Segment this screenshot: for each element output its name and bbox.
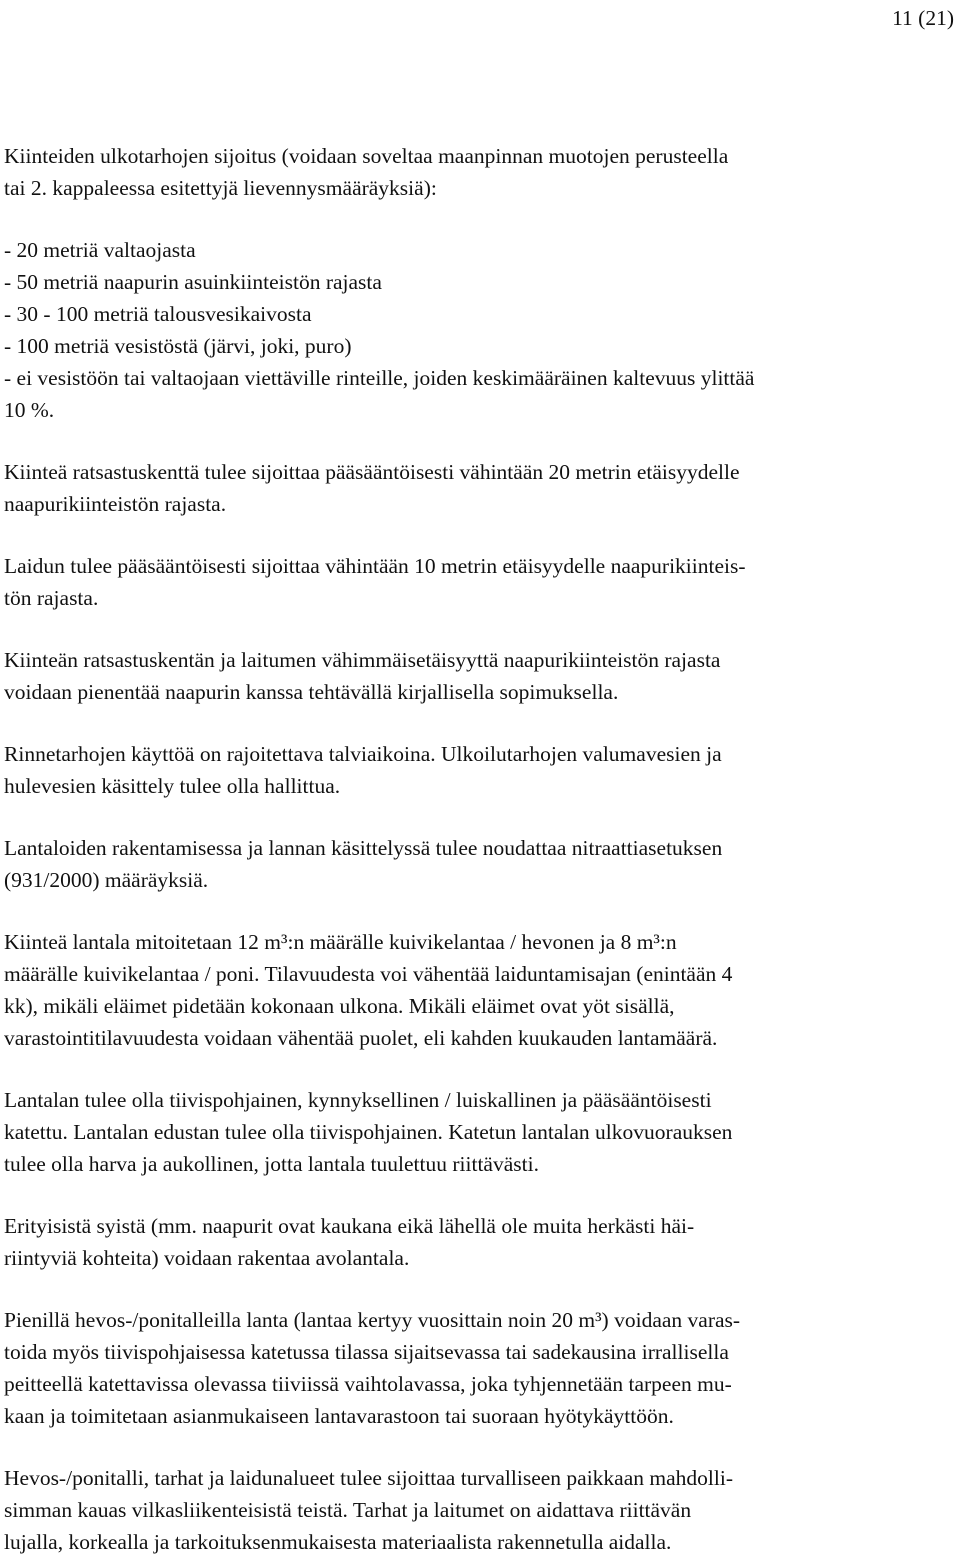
list-item: - 30 - 100 metriä talousvesikaivosta — [4, 302, 312, 326]
page-number: 11 (21) — [892, 6, 954, 30]
text-line: varastointitilavuudesta voidaan vähentää puolet, eli kahden kuukauden lantamäärä. — [4, 1026, 718, 1050]
text-line: Erityisistä syistä (mm. naapurit ovat kaukana eikä lähellä ole muita herkästi häi- — [4, 1214, 695, 1238]
list-item: - 100 metriä vesistöstä (järvi, joki, puro) — [4, 334, 352, 358]
list-item: 10 %. — [4, 398, 55, 422]
text-line: naapurikiinteistön rajasta. — [4, 492, 227, 516]
list-item: - ei vesistöön tai valtaojaan viettäville rinteille, joiden keskimääräinen kaltevuus ylittää — [4, 366, 755, 390]
paragraph-pasture — [4, 550, 954, 614]
text-line: Lantalan tulee olla tiivispohjainen, kynnyksellinen / luiskallinen ja pääsääntöisesti — [4, 1088, 712, 1112]
text-line: peitteellä katettavissa olevassa tiiviissä vaihtolavassa, joka tyhjennetään tarpeen mu- — [4, 1372, 732, 1396]
text-line: määrälle kuivikelantaa / poni. Tilavuudesta voi vähentää laiduntamisajan (enintään 4 — [4, 962, 733, 986]
text-line: kk), mikäli eläimet pidetään kokonaan ulkona. Mikäli eläimet ovat yöt sisällä, — [4, 994, 675, 1018]
text-line: voidaan pienentää naapurin kanssa tehtävällä kirjallisella sopimuksella. — [4, 680, 619, 704]
paragraph-special — [4, 1210, 954, 1274]
text-line: Kiinteä ratsastuskenttä tulee sijoittaa pääsääntöisesti vähintään 20 metrin etäisyydelle — [4, 460, 740, 484]
text-line: (931/2000) määräyksiä. — [4, 868, 209, 892]
list-item: - 50 metriä naapurin asuinkiinteistön rajasta — [4, 270, 382, 294]
text-line: lujalla, korkealla ja tarkoituksenmukaisesta materiaalista rakennetulla aidalla. — [4, 1530, 672, 1554]
text-line: Kiinteiden ulkotarhojen sijoitus (voidaan soveltaa maanpinnan muotojen perusteella — [4, 144, 729, 168]
paragraph-intro — [4, 140, 954, 204]
paragraph-dimensioning — [4, 926, 954, 1054]
text-line: Rinnetarhojen käyttöä on rajoitettava talviaikoina. Ulkoilutarhojen valumavesien ja — [4, 742, 722, 766]
text-line: Hevos-/ponitalli, tarhat ja laidunalueet tulee sijoittaa turvalliseen paikkaan mahdolli- — [4, 1466, 733, 1490]
distance-list — [4, 234, 954, 426]
text-line: kaan ja toimitetaan asianmukaiseen lantavarastoon tai suoraan hyötykäyttöön. — [4, 1404, 674, 1428]
paragraph-riding-field — [4, 456, 954, 520]
text-line: tulee olla harva ja aukollinen, jotta lantala tuulettuu riittävästi. — [4, 1152, 539, 1176]
text-line: tön rajasta. — [4, 586, 99, 610]
list-item: - 20 metriä valtaojasta — [4, 238, 196, 262]
text-line: Kiinteä lantala mitoitetaan 12 m³:n määrälle kuivikelantaa / hevonen ja 8 m³:n — [4, 930, 677, 954]
text-line: simman kauas vilkasliikenteisistä teistä. Tarhat ja laitumet on aidattava riittävän — [4, 1498, 692, 1522]
text-line: riintyviä kohteita) voidaan rakentaa avolantala. — [4, 1246, 410, 1270]
text-line: Laidun tulee pääsääntöisesti sijoittaa vähintään 10 metrin etäisyydelle naapurikiinteis- — [4, 554, 746, 578]
paragraph-construction — [4, 1084, 954, 1180]
text-line: toida myös tiivispohjaisessa katetussa tilassa sijaitsevassa tai sadekausina irrallisella — [4, 1340, 729, 1364]
paragraph-manure-storage — [4, 832, 954, 896]
paragraph-min-distance — [4, 644, 954, 708]
paragraph-slopes — [4, 738, 954, 802]
document-body — [4, 140, 954, 1558]
text-line: tai 2. kappaleessa esitettyjä lievennysmääräyksiä): — [4, 176, 437, 200]
text-line: Kiinteän ratsastuskentän ja laitumen vähimmäisetäisyyttä naapurikiinteistön rajasta — [4, 648, 721, 672]
text-line: Pienillä hevos-/ponitalleilla lanta (lantaa kertyy vuosittain noin 20 m³) voidaan varas- — [4, 1308, 741, 1332]
text-line: Lantaloiden rakentamisessa ja lannan käsittelyssä tulee noudattaa nitraattiasetuksen — [4, 836, 723, 860]
paragraph-safety — [4, 1462, 954, 1558]
paragraph-small-stables — [4, 1304, 954, 1432]
text-line: hulevesien käsittely tulee olla hallittua. — [4, 774, 341, 798]
text-line: katettu. Lantalan edustan tulee olla tiivispohjainen. Katetun lantalan ulkovuorauksen — [4, 1120, 733, 1144]
